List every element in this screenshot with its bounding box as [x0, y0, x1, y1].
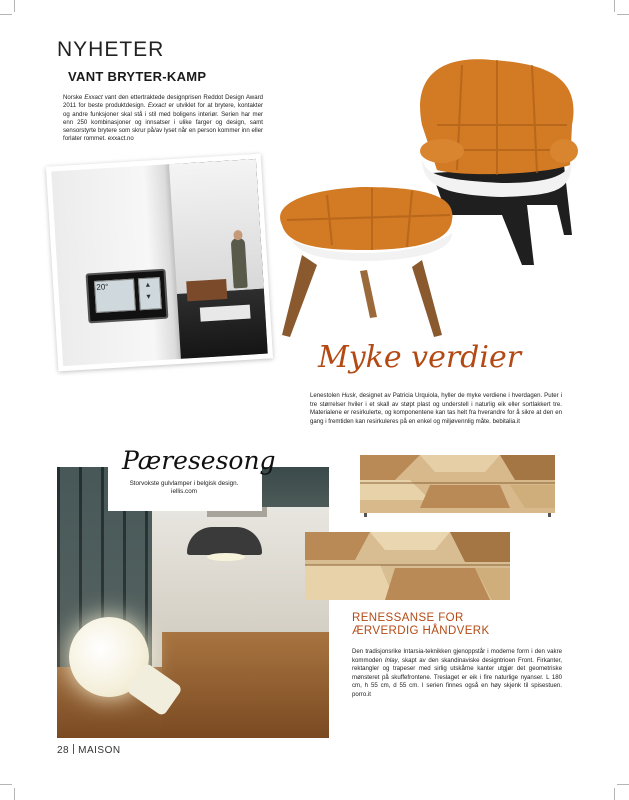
crop-mark: [617, 784, 629, 785]
article4-title-line1: RENESSANSE FOR: [352, 612, 464, 624]
crop-mark: [0, 784, 12, 785]
page-number: 28: [57, 745, 70, 756]
crop-mark: [614, 788, 615, 800]
switch-photo: [46, 154, 273, 372]
crop-mark: [614, 0, 615, 12]
crop-mark: [0, 14, 12, 15]
text-run: Husk: [341, 392, 356, 399]
article1-title: VANT BRYTER-KAMP: [68, 69, 207, 84]
text-run: , skapt av den skandinaviske designtrioen Front. Firkanter, rektangler og trapeser med sirlig utskårne kanter utgjør det geometriske mønsteret på skuffefrontene. Treslaget er eik i fire naturlige nyanser. L 180 cm, h 55 cm, d 55 cm. I serien finnes også en høy skjenk til spisestuen. porro.it: [352, 656, 562, 698]
sideboard-bottom: [305, 532, 510, 600]
section-title: NYHETER: [57, 38, 165, 61]
text-run: Lenestolen: [310, 392, 342, 399]
sideboard-top: [360, 455, 555, 517]
article3-body: Storvokste gulvlamper i belgisk design. iellis.com: [129, 480, 239, 496]
page-footer: [57, 744, 121, 756]
article4-title-line2: ÆRVERDIG HÅNDVERK: [352, 625, 490, 637]
thermostat-temp: 20°: [96, 282, 109, 292]
husk-chair-photo: [272, 55, 582, 345]
pendant-lamp: [187, 527, 262, 555]
thermostat-panel: [86, 269, 169, 324]
text-run: Exxact: [84, 94, 103, 101]
article3-title: Pæresesong: [122, 446, 276, 475]
woman-figure: [231, 238, 248, 289]
magazine-name: MAISON: [78, 745, 121, 756]
text-run: Inlay: [384, 656, 398, 664]
article2-title: Myke verdier: [318, 340, 522, 375]
crop-mark: [14, 0, 15, 12]
text-run: , designet av Patricia Urquiola, hyller de myke verdiene i hverdagen. Puter i tre størrelser hviler i et skall av støpt plast og understell i naturlig eik eller sortlakkert tre. Materialene er resirkulerte, og komponentene kan tas helt fra hverandre for å sikre at den en gang i fremtiden kan resirkuleres på en enkel og miljøvennlig måte. bebitalia.it: [310, 392, 563, 425]
arrow-up-icon: ▲: [144, 281, 152, 289]
text-run: Exxact: [147, 102, 167, 110]
text-run: Norske: [63, 94, 85, 101]
article1-body: [63, 94, 263, 144]
ottoman: [280, 187, 452, 337]
arrow-down-icon: ▼: [144, 293, 153, 301]
article2-body: [310, 392, 562, 426]
text-run: Den tradisjonsrike Intarsia-teknikken gjenoppstår i moderne form i den vakre kommoden: [352, 648, 562, 664]
crop-mark: [14, 788, 15, 800]
text-run: er utviklet for at brytere, kontakter og andre funksjoner skal stå i stil med boligens interiør. Serien har mer enn 250 kombinasjoner og innsatser i ulike farger og design, samt sensorstyrte brytere som skrur på/av lyset når en person kommer inn eller forlater rommet. exxact.no: [63, 102, 264, 143]
article4-title: [352, 612, 490, 638]
inlay-sideboard-photo: [300, 450, 565, 605]
crop-mark: [617, 14, 629, 15]
footer-divider: [73, 744, 74, 754]
article4-body: [352, 648, 562, 699]
text-run: vant den ettertraktede designprisen Reddot Design Award 2011 for beste produktdesign.: [63, 94, 264, 110]
